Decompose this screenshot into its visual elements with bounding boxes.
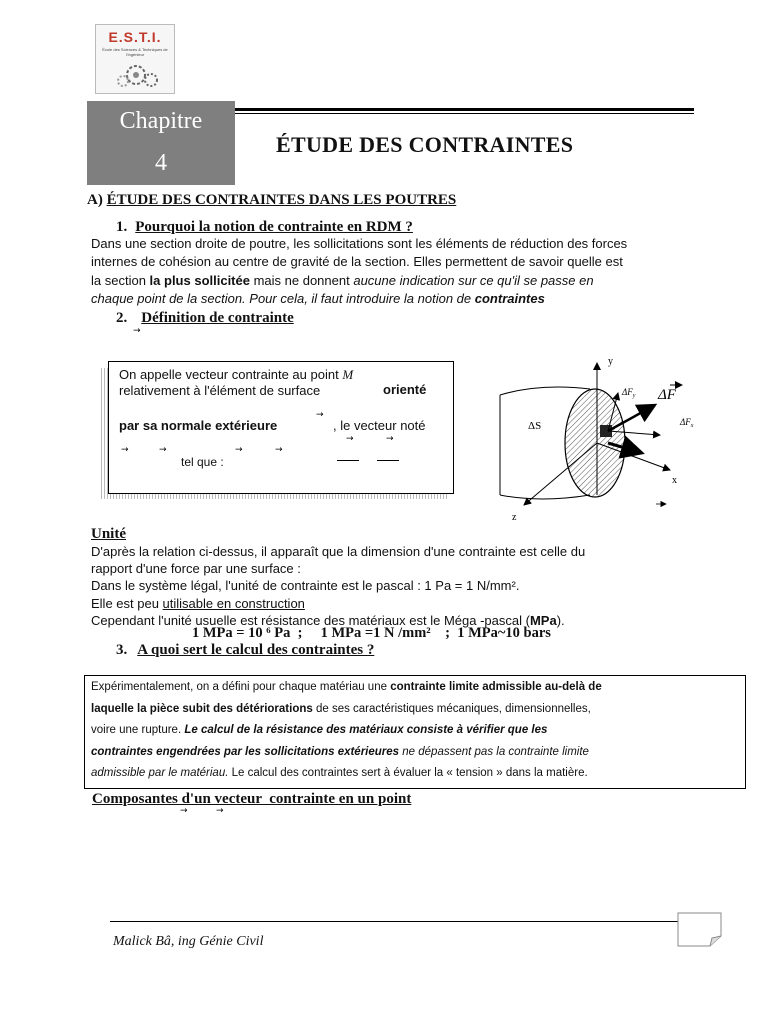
s1-l3a: la section xyxy=(91,272,150,288)
def-oriente: orienté xyxy=(383,382,427,397)
component-arrow-2-icon: → xyxy=(216,806,224,816)
def-point-m: M xyxy=(342,367,354,382)
y-axis-label: y xyxy=(608,356,613,367)
s1-l3-italic: aucune indication sur ce qu'il se passe en xyxy=(353,272,594,288)
delta-f-label: ΔF xyxy=(658,387,676,403)
unite-paragraph xyxy=(91,543,731,629)
formula-arrow-2-icon: → xyxy=(159,445,167,455)
school-logo xyxy=(95,24,175,94)
def-line-1 xyxy=(119,367,353,383)
stress-vector-diagram xyxy=(490,355,710,525)
s1-line-2: internes de cohésion au centre de gravité de la section. Elles permettent de savoir quelle est xyxy=(91,254,623,270)
unite-l4-underline: utilisable en construction xyxy=(162,595,305,611)
unite-line-1: D'après la relation ci-dessus, il apparaît que la dimension d'une contrainte est celle du xyxy=(91,544,586,559)
s1-line-4 xyxy=(91,290,731,308)
delta-fy-label: $\Delta F_y$ xyxy=(622,387,636,399)
res-line-3 xyxy=(91,720,739,742)
def-normale: par sa normale extérieure xyxy=(119,418,278,433)
unite-l5c: ). xyxy=(556,612,565,628)
def-line-2: relativement à l'élément de surface xyxy=(119,383,321,398)
formula-arrow-1-icon: → xyxy=(121,445,129,455)
s1-number: 1. xyxy=(116,219,128,235)
s1-l4-bold: contraintes xyxy=(474,290,545,306)
unit-conversion: 1 MPa = 10 ⁶ Pa ; 1 MPa =1 N /mm² ; 1 MPa~10 bars xyxy=(192,625,551,641)
unite-line-4 xyxy=(91,595,731,612)
s2-number: 2. xyxy=(116,310,128,326)
unite-line-3: Dans le système légal, l'unité de contrainte est le pascal : 1 Pa = 1 N/mm². xyxy=(91,578,520,594)
x-axis-label: x xyxy=(672,475,677,486)
s4-heading: Composantes d'un vecteur contrainte en un point xyxy=(92,791,412,807)
s1-line-1: Dans une section droite de poutre, les sollicitations sont les éléments de réduction des forces xyxy=(91,236,628,251)
s2-heading xyxy=(116,310,294,327)
unite-heading: Unité xyxy=(91,526,126,542)
s1-l4-italic: chaque point de la section. Pour cela, il faut introduire la notion de xyxy=(91,290,475,306)
res-l2-bold: laquelle la pièce subit des détériorations xyxy=(91,702,313,715)
resistance-box xyxy=(84,675,746,789)
page-curl-icon xyxy=(677,912,723,948)
def-l1-text: On appelle vecteur contrainte au point xyxy=(119,367,343,382)
definition-box xyxy=(108,361,454,494)
delta-s-label: ΔS xyxy=(528,420,542,432)
res-l4-italic: ne dépassent pas la contrainte limite xyxy=(399,745,589,758)
res-l1a: Expérimentalement, on a défini pour chaque matériau une xyxy=(91,681,391,693)
s3-heading xyxy=(116,642,374,659)
vector-arrow-icon: → xyxy=(133,326,141,336)
res-l3-bold: Le calcul de la résistance des matériaux consiste à vérifier que les xyxy=(184,724,548,736)
footer-rule xyxy=(110,921,684,922)
s1-title: Pourquoi la notion de contrainte en RDM ? xyxy=(135,219,413,235)
s1-heading xyxy=(116,219,413,236)
res-l3a: voire une rupture. xyxy=(91,724,185,736)
chapter-label: Chapitre xyxy=(119,108,203,134)
res-l4-bold: contraintes engendrées par les sollicitations extérieures xyxy=(91,745,400,758)
chapter-number: 4 xyxy=(155,150,167,176)
res-l1-bold: contrainte limite admissible au-delà de xyxy=(390,681,602,693)
s1-paragraph xyxy=(91,235,731,308)
gears-icon xyxy=(96,25,174,93)
page-title: ÉTUDE DES CONTRAINTES xyxy=(276,132,574,157)
section-a-title: ÉTUDE DES CONTRAINTES DANS LES POUTRES xyxy=(106,192,457,208)
s1-l3-bold: la plus sollicitée xyxy=(149,272,250,288)
s1-line-3 xyxy=(91,272,731,290)
res-l5-italic: admissible par le matériau. xyxy=(91,767,229,779)
formula-arrow-6-icon: → xyxy=(386,434,394,444)
unite-l5a: Cependant l'unité usuelle est résistance des matériaux est le Méga -pascal ( xyxy=(91,612,530,628)
z-axis-label: z xyxy=(512,512,517,523)
s3-number: 3. xyxy=(116,642,128,658)
normal-arrow-icon: → xyxy=(316,410,324,420)
res-l5a: Le calcul des contraintes sert à évaluer la « tension » dans la matière. xyxy=(228,767,588,779)
res-line-1 xyxy=(91,677,739,699)
footer-author: Malick Bâ, ing Génie Civil xyxy=(113,934,264,949)
res-line-2 xyxy=(91,699,739,721)
fraction-bar-2 xyxy=(377,460,399,461)
s3-title: A quoi sert le calcul des contraintes ? xyxy=(137,642,375,658)
logo-title: E.S.T.I. xyxy=(108,29,162,45)
def-line-3: , le vecteur noté xyxy=(333,418,426,433)
formula-arrow-4-icon: → xyxy=(275,445,283,455)
section-a-prefix: A) xyxy=(87,192,103,208)
res-line-5 xyxy=(91,763,739,785)
section-a-heading xyxy=(87,192,456,209)
unite-l5-mpa: MPa xyxy=(529,612,557,628)
formula-arrow-3-icon: → xyxy=(235,445,243,455)
formula-arrow-5-icon: → xyxy=(346,434,354,444)
component-arrow-1-icon: → xyxy=(180,806,188,816)
s2-title: Définition de contrainte xyxy=(141,310,294,326)
def-tel-que: tel que : xyxy=(181,455,224,469)
delta-fx-label: $\Delta F_x$ xyxy=(680,417,694,429)
chapter-box xyxy=(87,101,235,185)
res-l2a: de ses caractéristiques mécaniques, dimensionnelles, xyxy=(312,702,591,715)
unite-l4a: Elle est peu xyxy=(91,595,163,611)
logo-subtitle: École des Sciences & Techniques de l'Ingénieur xyxy=(102,47,168,57)
res-line-4 xyxy=(91,742,739,764)
unite-line-2: rapport d'une force par une surface : xyxy=(91,561,301,577)
fraction-bar-1 xyxy=(337,460,359,461)
s1-l3b: mais ne donnent xyxy=(249,272,354,288)
